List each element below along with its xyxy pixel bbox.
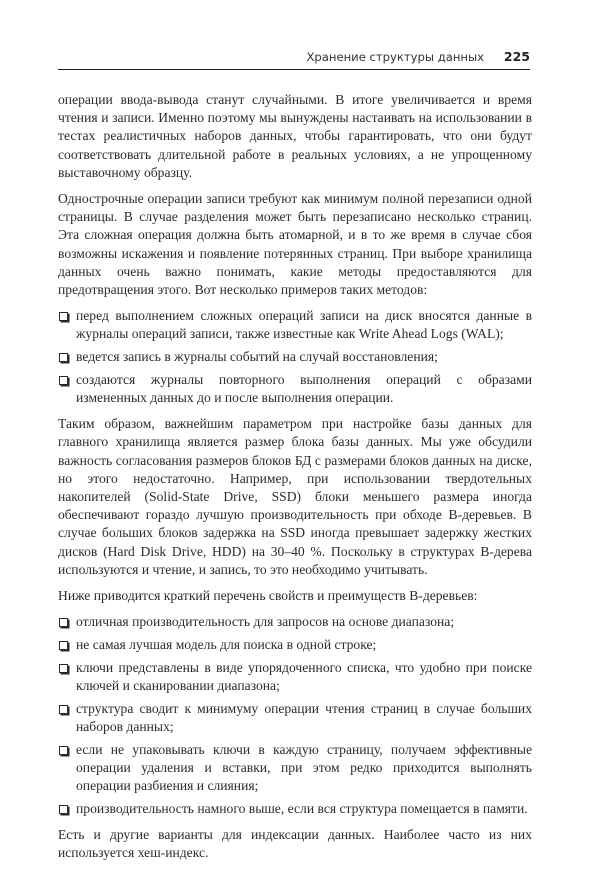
- paragraph: Однострочные операции записи требуют как минимум полной перезаписи одной страницы. В случае разделения может быть перезаписано несколько страниц. Эта сложная операция должна быть атомарной, и в то же время в случае сбоя возможны искажения и появление потерянных страниц. При выборе хранилища данных очень важно понимать, какие методы предоставляются для предотвращения этого. Вот несколько примеров таких методов:: [58, 191, 532, 298]
- paragraph: Таким образом, важнейшим параметром при настройке базы данных для главного хранилища является размер блока базы данных. Мы уже обсудили важность согласования размеров блоков БД с размерами блоков данных на диске, но этого недостаточно. Например, при использовании твердотельных накопителей (Solid-State Drive, SSD) блоки меньшего размера иногда обеспечивают гораздо лучшую производительность при обходе B-деревьев. В случае больших блоков задержка на SSD иногда превышает задержку жестких дисков (Hard Disk Drive, HDD) на 30–40 %. Поскольку в структурах B-дерева используются и чтение, и запись, то это необходимо учитывать.: [58, 416, 532, 577]
- bullet-list-methods: [58, 307, 532, 407]
- checkbox-square-icon: [59, 353, 68, 362]
- running-header: [58, 47, 530, 70]
- checkbox-square-icon: [59, 746, 68, 755]
- list-item: ключи представлены в виде упорядоченного списка, что удобно при поиске ключей и сканировании диапазона;: [58, 659, 532, 695]
- list-item: структура сводит к минимуму операции чтения страниц в случае больших наборов данных;: [58, 700, 532, 736]
- paragraph: Есть и другие варианты для индексации данных. Наиболее часто из них используется хеш-индекс.: [58, 826, 532, 861]
- paragraph: операции ввода-вывода станут случайными. В итоге увеличивается и время чтения и записи. Именно поэтому мы вынуждены настаивать на использовании в тестах реалистичных наборов данных, чтобы гарантировать, что они будут соответствовать длительной работе в реальных условиях, а не упрощенному выставочному образцу.: [58, 92, 532, 180]
- checkbox-square-icon: [59, 805, 68, 814]
- list-item: создаются журналы повторного выполнения операций с образами измененных данных до и после выполнения операции.: [58, 371, 532, 407]
- checkbox-square-icon: [59, 376, 68, 385]
- checkbox-square-icon: [59, 641, 68, 650]
- checkbox-square-icon: [59, 618, 68, 627]
- chapter-title: Хранение структуры данных: [306, 50, 484, 64]
- page-body: [58, 91, 532, 870]
- list-item: производительность намного выше, если вся структура помещается в памяти.: [58, 800, 532, 818]
- page-number: 225: [503, 49, 530, 64]
- checkbox-square-icon: [59, 312, 68, 321]
- list-item: отличная производительность для запросов на основе диапазона;: [58, 613, 532, 631]
- list-item: не самая лучшая модель для поиска в одной строке;: [58, 636, 532, 654]
- checkbox-square-icon: [59, 705, 68, 714]
- checkbox-square-icon: [59, 664, 68, 673]
- list-item: если не упаковывать ключи в каждую страницу, получаем эффективные операции удаления и вставки, при этом редко приходится выполнять операции разбиения и слияния;: [58, 741, 532, 796]
- paragraph: Ниже приводится краткий перечень свойств и преимуществ B-деревьев:: [58, 588, 478, 604]
- list-item: перед выполнением сложных операций записи на диск вносятся данные в журналы операций записи, также известные как Write Ahead Logs (WAL);: [58, 307, 532, 343]
- list-item: ведется запись в журналы событий на случай восстановления;: [58, 348, 532, 366]
- bullet-list-btree-properties: [58, 613, 532, 818]
